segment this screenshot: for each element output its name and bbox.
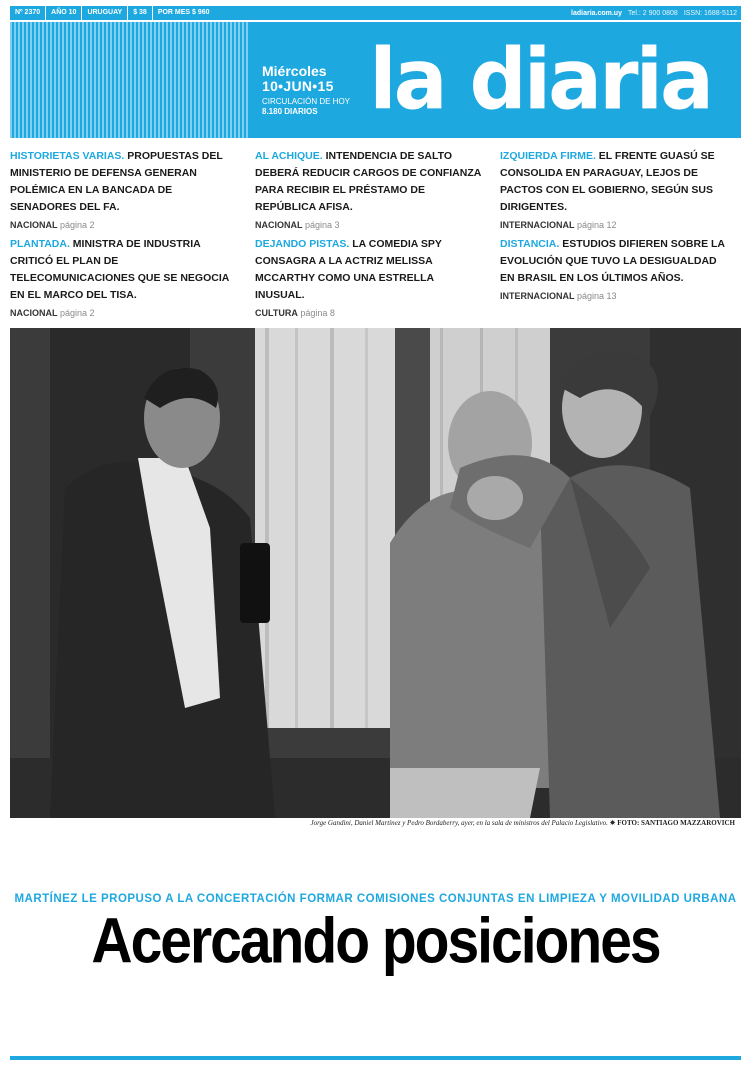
section-name: INTERNACIONAL (500, 291, 575, 301)
brief-text (500, 236, 727, 287)
brief-text (255, 236, 486, 304)
brief-section (10, 220, 241, 230)
brief-item[interactable] (500, 148, 741, 236)
brief-section (10, 308, 241, 318)
photo-illustration (10, 328, 741, 818)
monthly-price-label: POR MES $ 960 (157, 9, 210, 16)
brief-body: MINISTRA DE INDUSTRIA CRITICÓ EL PLAN DE TELECOMUNICACIONES QUE SE NEGOCIA EN EL MARCO DEL TISA. (10, 238, 229, 301)
section-name: NACIONAL (255, 220, 303, 230)
page-ref: página 3 (305, 220, 340, 230)
photo-caption (10, 819, 735, 827)
phone-label: Tel.: 2 900 0808 (627, 9, 678, 17)
brief-text (255, 148, 486, 216)
brief-kicker: PLANTADA. (10, 238, 70, 250)
news-briefs (10, 148, 741, 324)
circulation-value: 8.180 DIARIOS (262, 107, 318, 116)
brief-kicker: DISTANCIA. (500, 238, 560, 250)
lead-headline[interactable]: Acercando posiciones (91, 905, 660, 977)
page-ref: página 2 (60, 308, 95, 318)
brief-section (500, 291, 727, 301)
brief-body: ESTUDIOS DIFIEREN SOBRE LA EVOLUCIÓN QUE TUVO LA DESIGUALDAD EN BRASIL EN LOS ÚLTIMOS AÑOS. (500, 238, 725, 284)
year-label: AÑO 10 (46, 6, 82, 20)
brief-body: INTENDENCIA DE SALTO DEBERÁ REDUCIR CARGOS DE CONFIANZA PARA RECIBIR EL PRÉSTAMO DE REPÚBLICA AFISA. (255, 150, 481, 213)
top-info-bar (10, 6, 741, 20)
brief-item[interactable] (255, 148, 500, 236)
page-ref: página 12 (577, 220, 617, 230)
issue-date: 10•JUN•15 (262, 78, 334, 94)
issue-number: Nº 2370 (10, 6, 46, 20)
lead-deck: MARTÍNEZ LE PROPUSO A LA CONCERTACIÓN FORMAR COMISIONES CONJUNTAS EN LIMPIEZA Y MOVILIDAD URBANA (14, 893, 737, 905)
brief-text (500, 148, 727, 216)
brief-body: LA COMEDIA SPY CONSAGRA A LA ACTRIZ MELISSA MCCARTHY COMO UNA ESTRELLA INUSUAL. (255, 238, 442, 301)
country-label: URUGUAY (82, 6, 128, 20)
brief-item[interactable] (10, 148, 255, 236)
brief-item[interactable] (500, 236, 741, 324)
brief-item[interactable] (10, 236, 255, 324)
section-name: CULTURA (255, 308, 298, 318)
brief-section (255, 308, 486, 318)
section-name: NACIONAL (10, 308, 58, 318)
brief-body: EL FRENTE GUASÚ SE CONSOLIDA EN PARAGUAY, LEJOS DE PACTOS CON EL GOBIERNO, SEGÚN SUS DIRIGENTES. (500, 150, 715, 213)
weekday: Miércoles (262, 63, 327, 79)
bottom-bar (10, 1056, 741, 1060)
caption-text: Jorge Gandini, Daniel Martínez y Pedro Bordaberry, ayer, en la sala de ministros del Palacio Legislativo. (310, 819, 608, 827)
brief-section (255, 220, 486, 230)
brief-text (10, 236, 241, 304)
photo-credit: ✷ FOTO: SANTIAGO MAZZAROVICH (609, 819, 735, 827)
brief-kicker: AL ACHIQUE. (255, 150, 323, 162)
issn-label: ISSN: 1688-5112 (683, 9, 737, 17)
website-link[interactable]: ladiaria.com.uy (571, 9, 622, 17)
lead-photo[interactable] (10, 328, 741, 818)
brief-item[interactable] (255, 236, 500, 324)
brief-text (10, 148, 241, 216)
section-name: NACIONAL (10, 220, 58, 230)
newspaper-logo[interactable]: la diaria (369, 30, 711, 129)
brief-body: PROPUESTAS DEL MINISTERIO DE DEFENSA GENERAN POLÉMICA EN LA BANCADA DE SENADORES DEL FA. (10, 150, 223, 213)
page-ref: página 13 (577, 291, 617, 301)
page-ref: página 2 (60, 220, 95, 230)
brief-kicker: IZQUIERDA FIRME. (500, 150, 596, 162)
circulation-label: CIRCULACIÓN DE HOY (262, 97, 351, 106)
section-name: INTERNACIONAL (500, 220, 575, 230)
brief-kicker: DEJANDO PISTAS. (255, 238, 350, 250)
masthead-stripes (10, 22, 250, 138)
page-ref: página 8 (300, 308, 335, 318)
masthead (10, 22, 741, 138)
brief-section (500, 220, 727, 230)
price-label: $ 38 (128, 6, 153, 20)
date-block (262, 64, 350, 117)
brief-kicker: HISTORIETAS VARIAS. (10, 150, 125, 162)
